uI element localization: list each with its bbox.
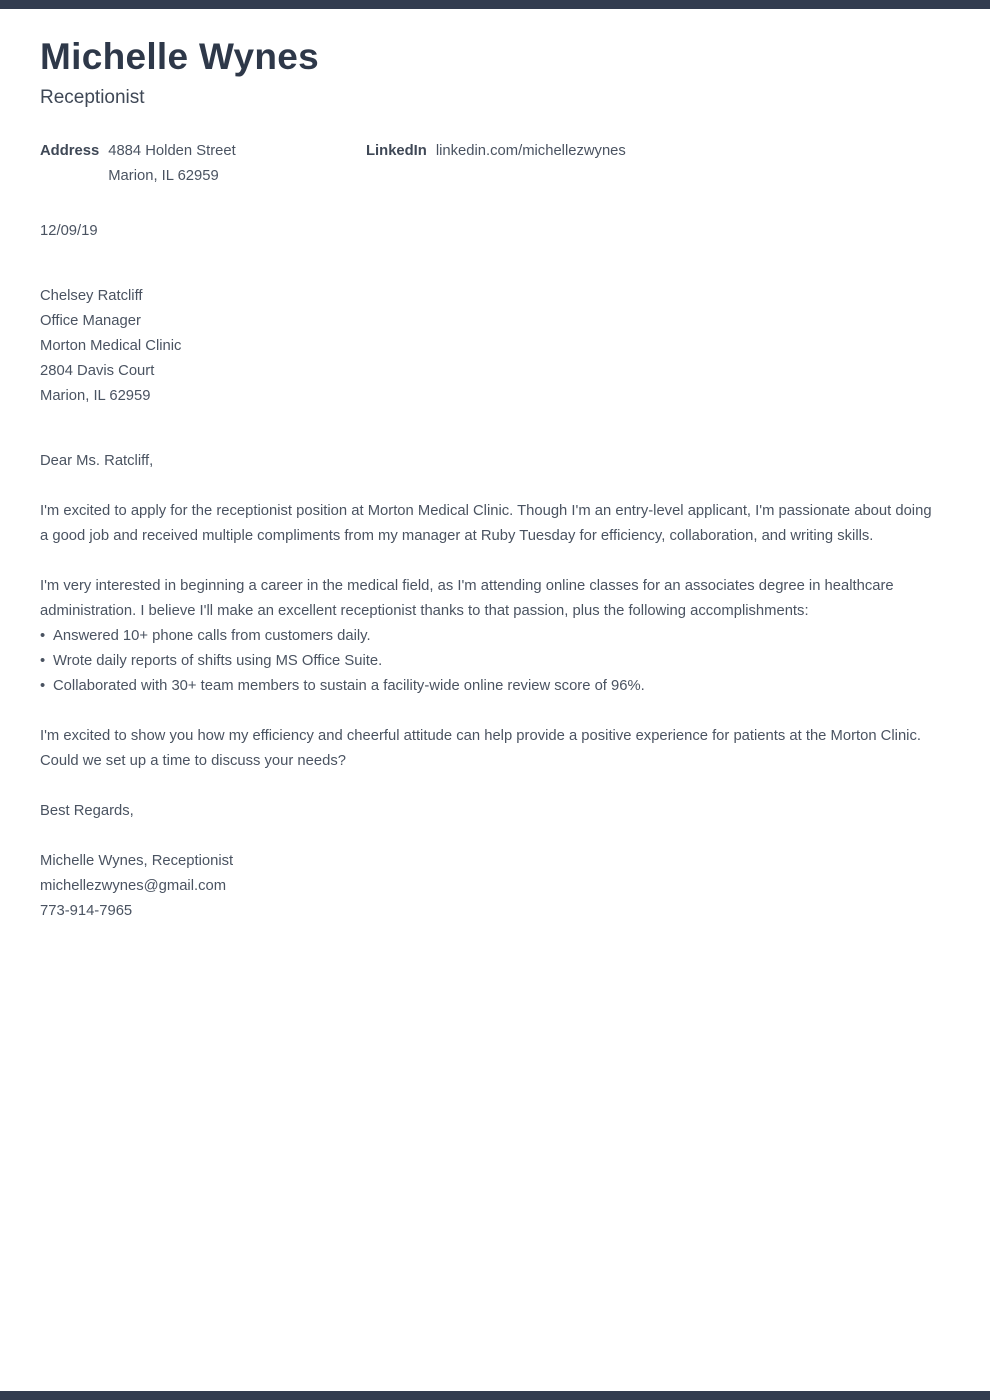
accomplishments-list [40, 624, 943, 699]
letter-header [40, 35, 943, 111]
accomplishment-item [40, 624, 943, 649]
recipient-block [40, 284, 943, 409]
bullet-icon: • [40, 628, 46, 644]
closing: Best Regards, [40, 803, 134, 819]
accomplishment-text: Wrote daily reports of shifts using MS Office Suite. [53, 653, 383, 669]
signature-phone: 773-914-7965 [40, 903, 133, 919]
address-value [108, 139, 236, 189]
accomplishment-item [40, 649, 943, 674]
signature-name: Michelle Wynes, Receptionist [40, 853, 234, 869]
paragraph-intro: I'm excited to apply for the receptionist position at Morton Medical Clinic. Though I'm an entry-level applicant, I'm passionate about doing a good job and received multiple compliments from my manager at Ruby Tuesday for efficiency, collaboration, and writing skills. [40, 503, 932, 544]
accomplishment-text: Answered 10+ phone calls from customers daily. [53, 628, 371, 644]
contact-address [40, 139, 366, 189]
linkedin-value-wrap [436, 139, 626, 164]
address-line-1: 4884 Holden Street [108, 143, 236, 159]
contact-linkedin [366, 139, 626, 189]
address-line-2: Marion, IL 62959 [108, 168, 219, 184]
applicant-name: Michelle Wynes [40, 36, 320, 77]
bottom-accent-bar [0, 1391, 990, 1400]
paragraph-call-to-action: I'm excited to show you how my efficiency and cheerful attitude can help provide a positive experience for patients at the Morton Clinic. Could we set up a time to discuss your needs? [40, 728, 921, 769]
top-accent-bar [0, 0, 990, 9]
signature-email: michellezwynes@gmail.com [40, 878, 227, 894]
bullet-icon: • [40, 653, 46, 669]
contact-section [40, 139, 943, 189]
salutation: Dear Ms. Ratcliff, [40, 453, 154, 469]
recipient-company: Morton Medical Clinic [40, 338, 182, 354]
linkedin-label: LinkedIn [366, 143, 427, 159]
signature-block [40, 849, 943, 924]
recipient-name: Chelsey Ratcliff [40, 288, 143, 304]
paragraph-interest: I'm very interested in beginning a career in the medical field, as I'm attending online classes for an associates degree in healthcare administration. I believe I'll make an excellent receptionist thanks to that passion, plus the following accomplishments: [40, 578, 894, 619]
linkedin-value: linkedin.com/michellezwynes [435, 143, 626, 159]
recipient-title: Office Manager [40, 313, 141, 329]
bullet-icon: • [40, 678, 46, 694]
applicant-title: Receptionist [40, 87, 145, 108]
accomplishment-text: Collaborated with 30+ team members to sustain a facility-wide online review score of 96%. [53, 678, 645, 694]
accomplishment-item [40, 674, 943, 699]
address-label: Address [40, 143, 100, 159]
letter-date: 12/09/19 [40, 223, 98, 239]
recipient-street: 2804 Davis Court [40, 363, 155, 379]
recipient-city: Marion, IL 62959 [40, 388, 151, 404]
